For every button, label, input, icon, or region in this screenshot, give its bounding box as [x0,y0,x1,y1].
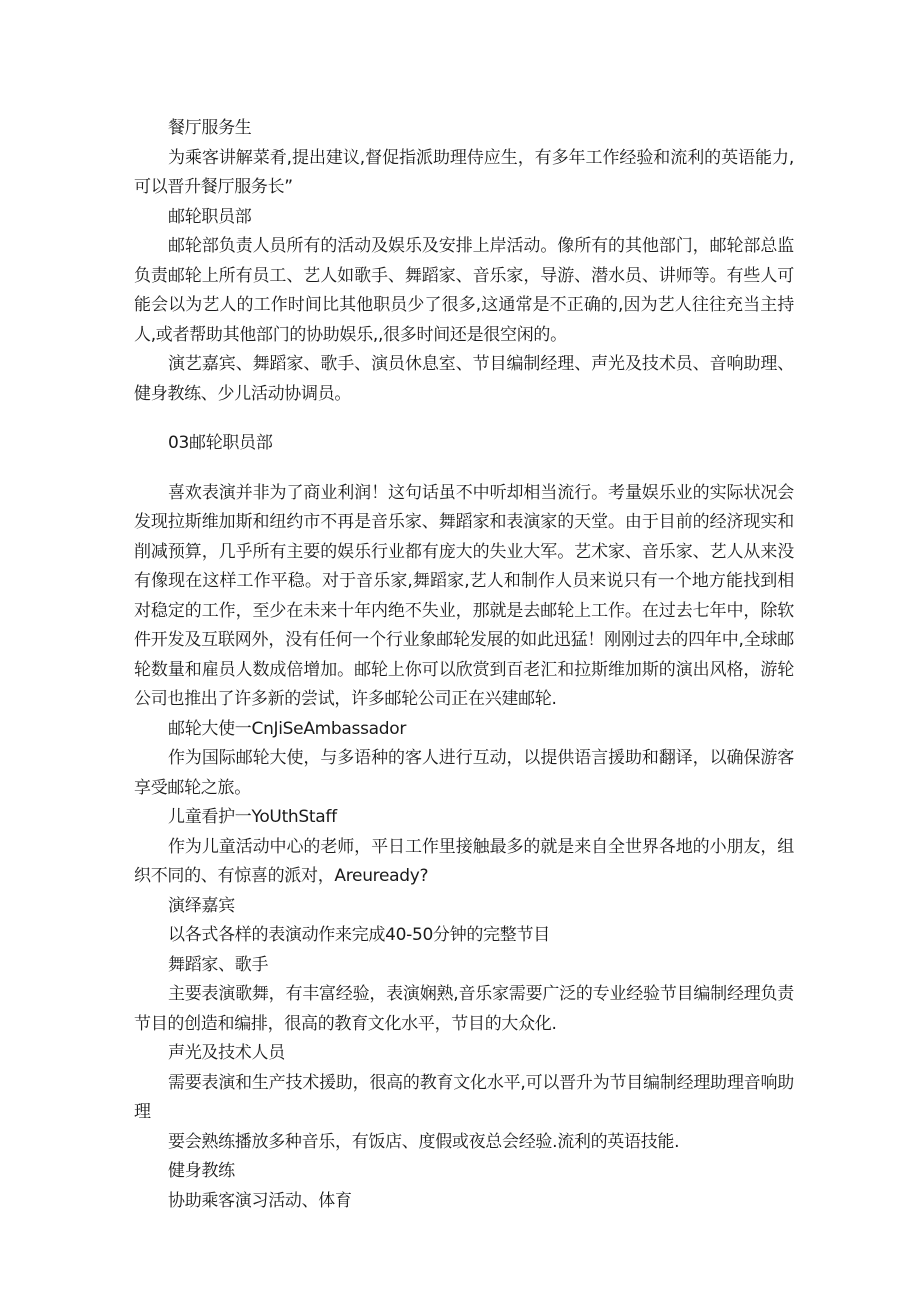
paragraph-cruise-staff-heading: 邮轮职员部 [168,206,252,227]
paragraph-performer-heading: 演绎嘉宾 [168,895,235,916]
paragraph-cruise-staff-desc: 邮轮部负责人员所有的活动及娱乐及安排上岸活动。像所有的其他部门，邮轮部总监负责邮轮上所有员工、艺人如歌手、舞蹈家、音乐家，导游、潜水员、讲师等。有些人可能会以为艺人的工作时间比其他职员少了很多,这通常是不正确的,因为艺人往往充当主持人,或者帮助其他部门的协助娱乐,,很多时间还是很空闲的。 [134,236,794,345]
paragraph-dancer-singer-desc: 主要表演歌舞，有丰富经验，表演娴熟,音乐家需要广泛的专业经验节目编制经理负责节目的创造和编排，很高的教育文化水平，节目的大众化. [134,984,794,1034]
section-heading-03: 03邮轮职员部 [168,433,273,453]
paragraph-youth-staff-desc: 作为儿童活动中心的老师，平日工作里接触最多的就是来自全世界各地的小朋友，组织不同的、有惊喜的派对，Areuready? [134,836,794,886]
paragraph-entertainment-intro: 喜欢表演并非为了商业利润！这句话虽不中听却相当流行。考量娱乐业的实际状况会发现拉斯维加斯和纽约市不再是音乐家、舞蹈家和表演家的天堂。由于目前的经济现实和削减预算，几乎所有主要的娱乐行业都有庞大的失业大军。艺术家、音乐家、艺人从来没有像现在这样工作平稳。对于音乐家,舞蹈家,艺人和制作人员来说只有一个地方能找到相对稳定的工作，至少在未来十年内绝不失业，那就是去邮轮上工作。在过去七年中，除软件开发及互联网外，没有任何一个行业象邮轮发展的如此迅猛！刚刚过去的四年中,全球邮轮数量和雇员人数成倍增加。邮轮上你可以欣赏到百老汇和拉斯维加斯的演出风格，游轮公司也推出了许多新的尝试，许多邮轮公司正在兴建邮轮. [134,482,794,709]
paragraph-performer-desc: 以各式各样的表演动作来完成40-50分钟的完整节目 [168,925,550,945]
paragraph-ambassador-heading: 邮轮大使一CnJiSeAmbassador [168,718,407,739]
paragraph-restaurant-waiter-heading: 餐厅服务生 [168,118,252,138]
paragraph-youth-staff-heading: 儿童看护一YoUthStaff [168,807,337,827]
paragraph-restaurant-waiter-desc: 为乘客讲解菜肴,提出建议,督促指派助理侍应生，有多年工作经验和流利的英语能力,可以晋升餐厅服务长” [134,147,794,197]
paragraph-fitness-desc: 协助乘客演习活动、体育 [168,1190,352,1211]
paragraph-dancer-singer-heading: 舞蹈家、歌手 [168,954,269,975]
document-body [134,114,794,1216]
paragraph-technician-heading: 声光及技术人员 [168,1043,285,1063]
paragraph-technician-desc: 需要表演和生产技术援助，很高的教育文化水平,可以晋升为节目编制经理助理音响助理 [134,1072,794,1122]
paragraph-cruise-staff-roles: 演艺嘉宾、舞蹈家、歌手、演员休息室、节目编制经理、声光及技术员、音响助理、健身教练、少儿活动协调员。 [134,354,794,404]
paragraph-ambassador-desc: 作为国际邮轮大使，与多语种的客人进行互动，以提供语言援助和翻译，以确保游客享受邮轮之旅。 [134,748,794,798]
paragraph-sound-assistant-desc: 要会熟练播放多种音乐，有饭店、度假或夜总会经验.流利的英语技能. [168,1131,680,1152]
paragraph-fitness-heading: 健身教练 [168,1161,235,1181]
